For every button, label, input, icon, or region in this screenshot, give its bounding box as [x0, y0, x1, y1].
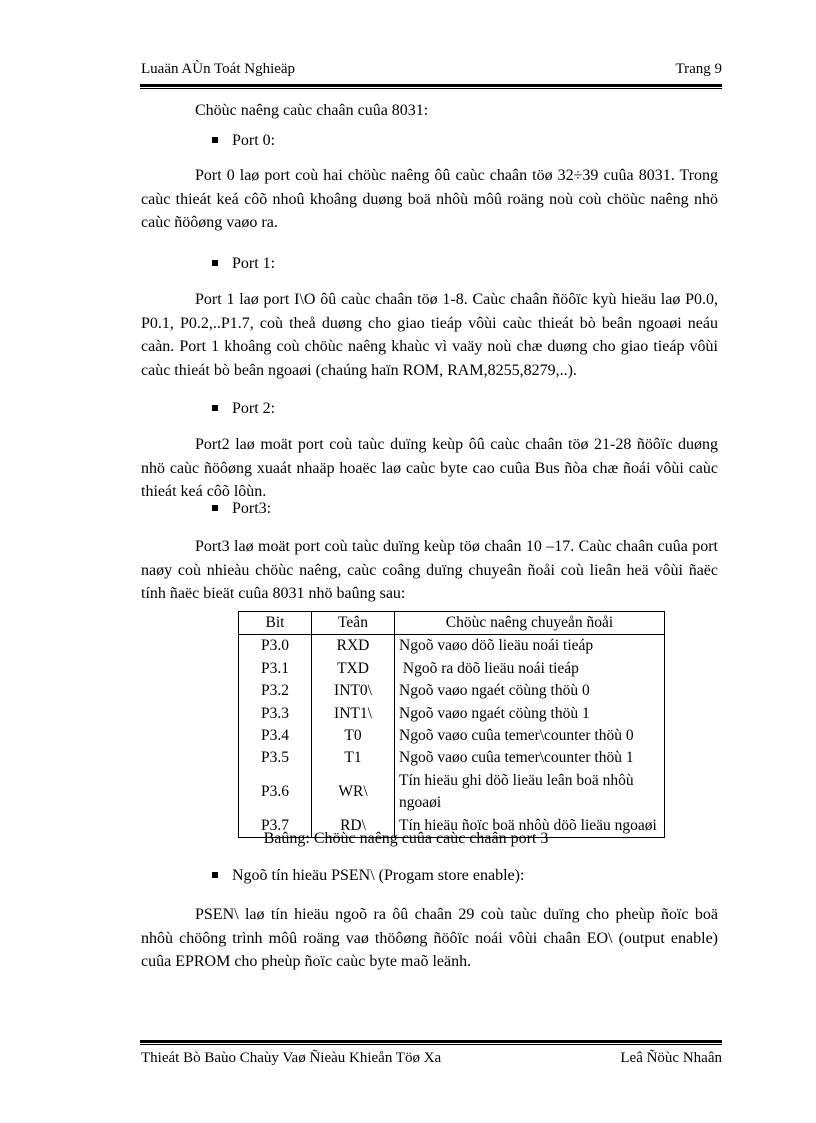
bullet-port2 [212, 400, 275, 418]
table-cell-function: Tín hieäu ñoïc boä nhôù döõ lieäu ngoaøi [395, 815, 665, 838]
table-row [239, 770, 665, 815]
paragraph-port1: Port 1 laø port I\O ôû caùc chaân töø 1-8. Caùc chaân ñöôïc kyù hieäu laø P0.0, P0.1, P0.2,..P1.7, coù theå duøng cho giao tieáp vôùi caùc thieát bò beân ngoaøi neáu caàn. Port 1 khoâng coù chöùc naêng khaùc vì vaäy noù chæ duøng cho giao tieáp vôùi caùc thieát bò beân ngoaøi (chaúng haïn ROM, RAM,8255,8279,..). [141, 291, 718, 379]
table-cell-bit: P3.2 [239, 680, 312, 702]
table-cell-name: T0 [312, 725, 395, 747]
bullet-port0 [212, 132, 275, 150]
bullet-square-icon [212, 137, 218, 143]
table-cell-bit: P3.4 [239, 725, 312, 747]
bullet-psen [212, 867, 524, 885]
bullet-port1 [212, 255, 275, 273]
table-cell-function: Ngoõ ra döõ lieäu noái tieáp [395, 658, 665, 680]
table-caption: Baûng: Chöùc naêng cuûa caùc chaân port 3 [263, 830, 549, 847]
table-row [239, 680, 665, 702]
table-row [239, 658, 665, 680]
bullet-port1-label: Port 1: [232, 255, 276, 272]
bullet-square-icon [212, 260, 218, 266]
bullet-square-icon [212, 872, 218, 878]
paragraph-port2: Port2 laø moät port coù taùc duïng keùp ôû caùc chaân töø 21-28 ñöôïc duøng nhö caùc ñöôøng xuaát nhaäp hoaëc laø caùc byte cao cuûa Bus ñòa chæ ñoái vôùi caùc thieát keá côõ lôùn. [141, 436, 718, 500]
table-cell-name: INT1\ [312, 703, 395, 725]
table-row [239, 703, 665, 725]
running-header-left: Luaän AÙn Toát Nghieäp [141, 61, 296, 77]
table-cell-bit: P3.7 [239, 815, 312, 838]
table-cell-name: RD\ [312, 815, 395, 838]
bullet-psen-label: Ngoõ tín hieäu PSEN\ (Progam store enable): [232, 867, 525, 884]
running-footer-left: Thieát Bò Baùo Chaùy Vaø Ñieàu Khieån Töø Xa [141, 1050, 442, 1066]
table-cell-name: INT0\ [312, 680, 395, 702]
footer-rule [140, 1040, 722, 1043]
bullet-port2-label: Port 2: [232, 400, 276, 417]
running-footer-right: Leâ Ñöùc Nhaân [620, 1050, 722, 1066]
bullet-port0-label: Port 0: [232, 132, 276, 149]
bullet-port3 [212, 500, 271, 518]
table-cell-function: Ngoõ vaøo cuûa temer\counter thöù 0 [395, 725, 665, 747]
table-row [239, 725, 665, 747]
table-header-cell: Chöùc naêng chuyeån ñoåi [395, 612, 665, 635]
table-cell-name: WR\ [312, 770, 395, 815]
table-cell-function: Tín hieäu ghi döõ lieäu leân boä nhôù ngoaøi [395, 770, 665, 815]
page-number: Trang 9 [675, 61, 722, 77]
table-header-cell: Bit [239, 612, 312, 635]
table-cell-function: Ngoõ vaøo cuûa temer\counter thöù 1 [395, 747, 665, 769]
table-row [239, 635, 665, 658]
table-header-cell: Teân [312, 612, 395, 635]
table-cell-name: TXD [312, 658, 395, 680]
table-cell-bit: P3.5 [239, 747, 312, 769]
table-cell-function: Ngoõ vaøo ngaét cöùng thöù 0 [395, 680, 665, 702]
table-cell-bit: P3.0 [239, 635, 312, 658]
table-cell-bit: P3.3 [239, 703, 312, 725]
table-cell-name: RXD [312, 635, 395, 658]
bullet-port3-label: Port3: [232, 500, 272, 517]
port3-function-table [238, 611, 665, 838]
table-cell-function: Ngoõ vaøo döõ lieäu noái tieáp [395, 635, 665, 658]
paragraph-port0: Port 0 laø port coù hai chöùc naêng ôû caùc chaân töø 32÷39 cuûa 8031. Trong caùc thieát keá côõ nhoû khoâng duøng boä nhôù môû roäng noù coù chöùc naêng nhö caùc ñöôøng vaøo ra. [141, 167, 718, 231]
table-row [239, 747, 665, 769]
table-header-row [239, 612, 665, 635]
table-cell-name: T1 [312, 747, 395, 769]
intro-line: Chöùc naêng caùc chaân cuûa 8031: [195, 102, 429, 119]
paragraph-psen: PSEN\ laø tín hieäu ngoõ ra ôû chaân 29 coù taùc duïng cho pheùp ñoïc boä nhôù chöông trình môû roäng vaø thöôøng ñöôïc noái vôùi chaân EO\ (output enable) cuûa EPROM cho pheùp ñoïc caùc byte maõ leänh. [141, 906, 718, 970]
header-rule-thin [140, 88, 722, 89]
header-rule [140, 84, 722, 87]
table-cell-bit: P3.1 [239, 658, 312, 680]
footer-rule-thin [140, 1044, 722, 1045]
bullet-square-icon [212, 405, 218, 411]
paragraph-port3: Port3 laø moät port coù taùc duïng keùp töø chaân 10 –17. Caùc chaân cuûa port naøy coù nhieàu chöùc naêng, caùc coâng duïng chuyeân ñoåi coù lieân heä vôùi ñaëc tính ñaëc bieät cuûa 8031 nhö baûng sau: [141, 538, 718, 602]
bullet-square-icon [212, 505, 218, 511]
table-cell-function: Ngoõ vaøo ngaét cöùng thöù 1 [395, 703, 665, 725]
table-cell-bit: P3.6 [239, 770, 312, 815]
